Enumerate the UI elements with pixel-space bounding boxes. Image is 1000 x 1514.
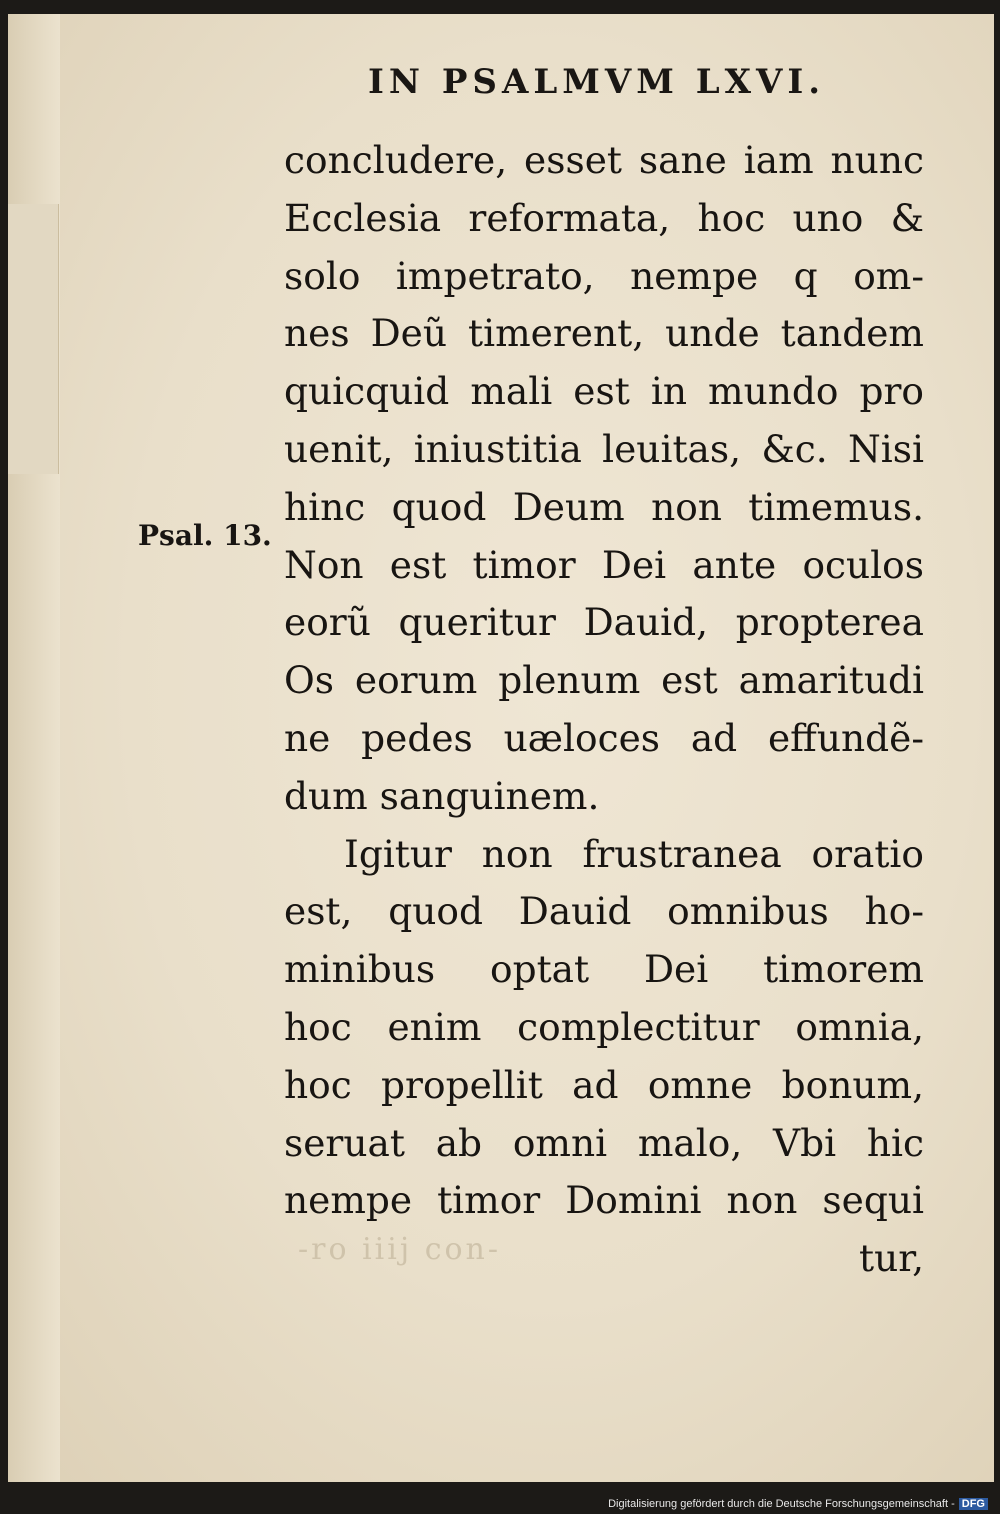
text-line: Igitur non frustranea oratio	[344, 831, 924, 876]
credit-text: Digitalisierung gefördert durch die Deutsche Forschungsgemeinschaft -	[608, 1498, 955, 1510]
text-line: Ecclesia reformata, hoc uno &	[284, 195, 924, 240]
text-line: uenit, iniustitia leuitas, &c. Nisi	[284, 426, 924, 471]
text-line: minibus optat Dei timorem	[284, 947, 924, 992]
text-line: solo impetrato, nempe q om-	[284, 253, 924, 298]
dfg-logo: DFG	[959, 1498, 988, 1510]
text-line: dum sanguinem.	[284, 773, 600, 818]
torn-paper-flap	[8, 204, 59, 474]
text-line: hinc quod Deum non timemus.	[284, 484, 924, 529]
text-line: hoc enim complectitur omnia,	[284, 1004, 924, 1049]
text-line: est, quod Dauid omnibus ho-	[284, 889, 924, 934]
text-line: Os eorum plenum est amaritudi	[284, 658, 924, 703]
text-line: eorũ queritur Dauid, propterea	[284, 600, 924, 645]
text-line: quicquid mali est in mundo pro	[284, 369, 924, 414]
text-line: seruat ab omni malo, Vbi hic	[284, 1120, 924, 1165]
main-text-block	[284, 132, 924, 1288]
text-line: ne pedes uæloces ad effundẽ-	[284, 715, 924, 760]
marginal-note: Psal. 13.	[138, 519, 272, 552]
book-page	[8, 14, 994, 1482]
catchword: tur,	[859, 1236, 924, 1281]
text-line: Non est timor Dei ante oculos	[284, 542, 924, 587]
running-header: IN PSALMVM LXVI.	[368, 62, 826, 102]
digitization-credit	[608, 1498, 988, 1510]
text-line: hoc propellit ad omne bonum,	[284, 1062, 924, 1107]
text-line: concludere, esset sane iam nunc	[284, 138, 924, 182]
text-line: nes Deũ timerent, unde tandem	[284, 311, 924, 356]
show-through-text: -ro iiij con-	[298, 1232, 502, 1267]
text-line: nempe timor Domini non sequi	[284, 1178, 924, 1223]
